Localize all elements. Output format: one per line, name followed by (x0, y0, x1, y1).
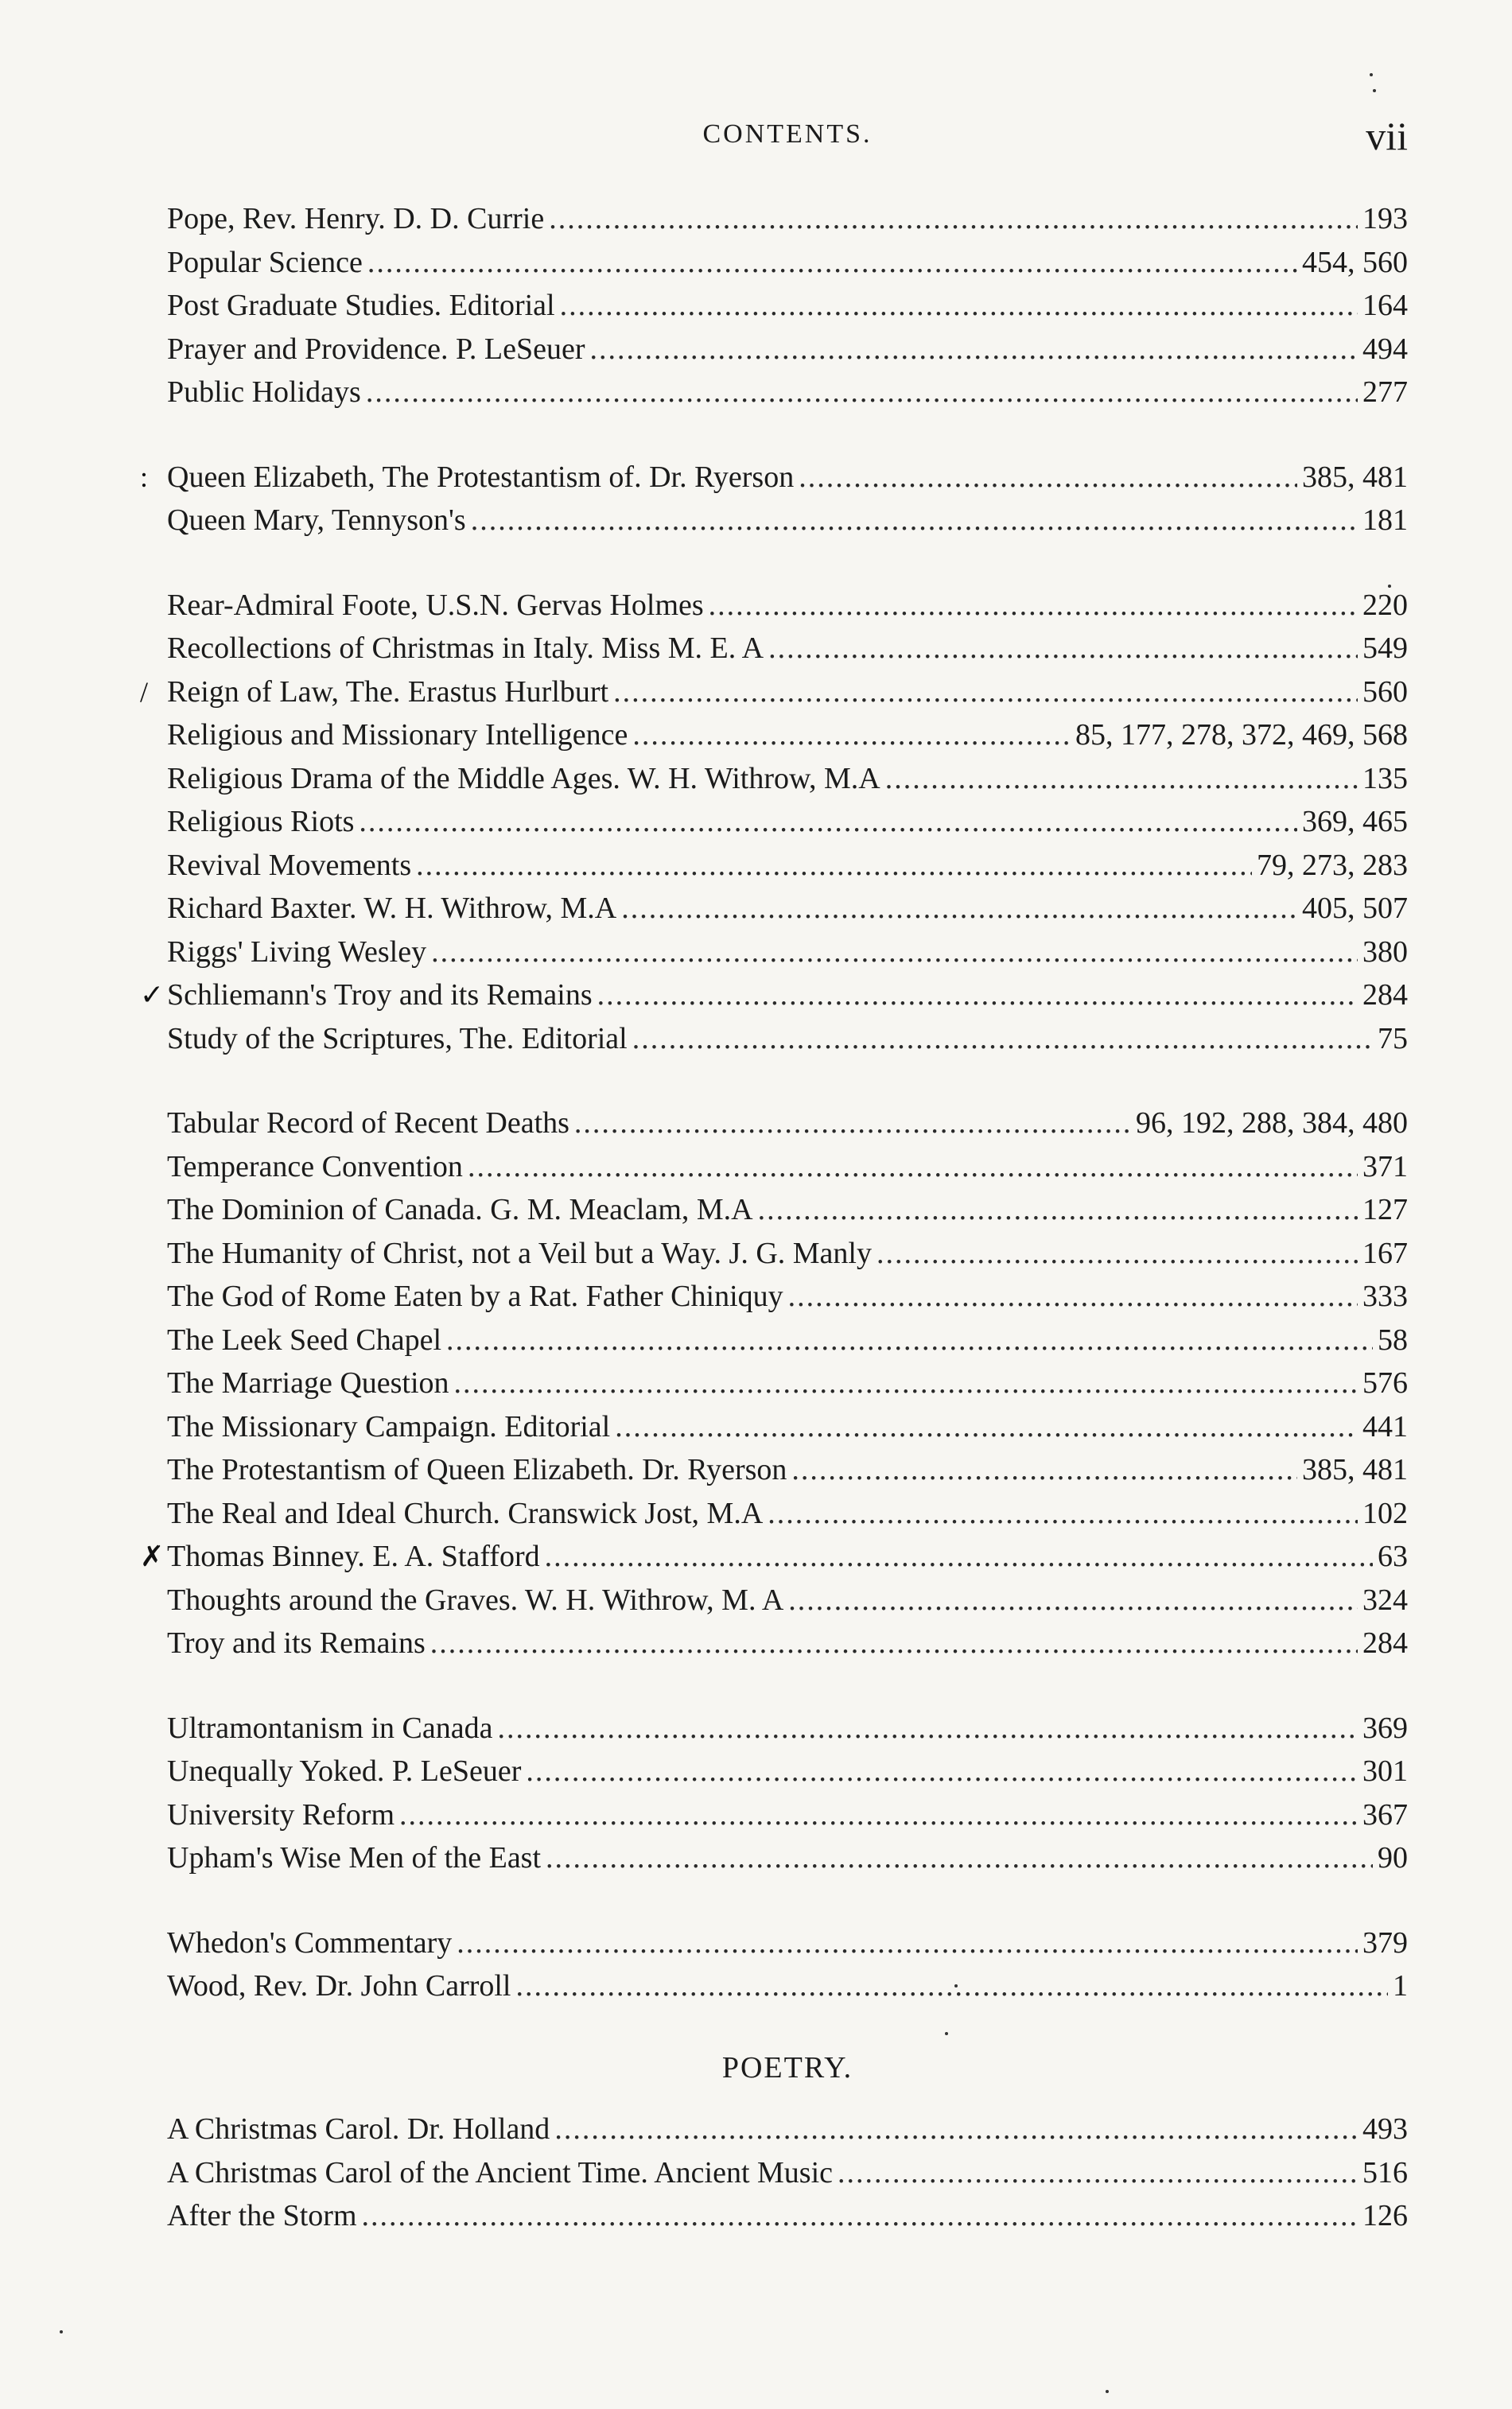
entry-title: Reign of Law, The. Erastus Hurlburt (167, 674, 609, 709)
letter-group (167, 1707, 1408, 1880)
letter-group (167, 197, 1408, 414)
toc-entry (167, 1145, 1408, 1189)
entry-title: The Humanity of Christ, not a Veil but a Way. J. G. Manly (167, 1236, 872, 1270)
entry-title: Queen Mary, Tennyson's (167, 503, 466, 537)
entry-title: Thomas Binney. E. A. Stafford (167, 1540, 540, 1573)
page-header (167, 114, 1408, 167)
toc-entry (140, 456, 1408, 499)
entry-title: Richard Baxter. W. H. Withrow, M.A (167, 892, 617, 925)
entry-title: Revival Movements (167, 848, 412, 882)
dot-leader (545, 1535, 1373, 1579)
toc-entry (167, 1232, 1408, 1276)
contents-list (140, 197, 1408, 2050)
entry-title: Upham's Wise Men of the East (167, 1841, 542, 1875)
dot-leader (615, 1405, 1358, 1449)
entry-page-numbers: 379 (1362, 1925, 1408, 1960)
entry-title: Recollections of Christmas in Italy. Miss M. E. A (167, 631, 764, 665)
dot-leader (560, 284, 1358, 328)
entry-title: The Marriage Question (167, 1366, 449, 1400)
entry-page-numbers: 75 (1378, 1021, 1408, 1055)
toc-entry (140, 973, 1408, 1017)
entry-page-numbers: 284 (1362, 978, 1408, 1012)
entry-title: The God of Rome Eaten by a Rat. Father Chiniquy (167, 1280, 783, 1313)
toc-entry (167, 887, 1408, 931)
dot-leader (632, 713, 1071, 757)
toc-entry (167, 1579, 1408, 1622)
entry-page-numbers: 181 (1362, 503, 1408, 537)
dot-leader (590, 328, 1358, 371)
dot-leader (838, 2151, 1358, 2195)
margin-mark: : (140, 460, 149, 493)
toc-entry (167, 371, 1408, 414)
dot-leader (549, 197, 1358, 241)
entry-title: Rear-Admiral Foote, U.S.N. Gervas Holmes (167, 588, 704, 622)
dot-leader (621, 887, 1297, 931)
toc-entry (167, 800, 1408, 844)
entry-page-numbers: 193 (1362, 202, 1408, 235)
entry-page-numbers: 385, 481 (1302, 1453, 1408, 1486)
entry-page-numbers: 560 (1362, 674, 1408, 709)
entry-title: A Christmas Carol of the Ancient Time. Ancient Music (167, 2155, 834, 2189)
dot-leader (454, 1362, 1358, 1405)
toc-entry (167, 1492, 1408, 1536)
toc-entry (167, 1405, 1408, 1449)
poetry-list (167, 2108, 1408, 2238)
margin-mark: ✗ (140, 1541, 165, 1572)
entry-title: After the Storm (167, 2199, 357, 2232)
entry-title: Temperance Convention (167, 1149, 463, 1183)
entry-page-numbers: 58 (1378, 1323, 1408, 1357)
entry-page-numbers: 367 (1362, 1797, 1408, 1832)
toc-entry (167, 1362, 1408, 1405)
entry-title: Popular Science (167, 245, 363, 279)
letter-group (140, 584, 1408, 1061)
dot-leader (497, 1707, 1358, 1750)
dot-leader (471, 499, 1358, 542)
entry-page-numbers: 85, 177, 278, 372, 469, 568 (1075, 718, 1408, 752)
entry-title: The Missionary Campaign. Editorial (167, 1409, 611, 1443)
entry-page-numbers: 135 (1362, 761, 1408, 795)
dot-leader (546, 1836, 1373, 1880)
entry-title: Religious Riots (167, 805, 355, 838)
toc-entry (167, 931, 1408, 974)
dot-leader (885, 757, 1358, 801)
toc-entry (167, 328, 1408, 371)
toc-entry (167, 1921, 1408, 1965)
toc-entry (167, 1964, 1408, 2008)
entry-page-numbers: 324 (1362, 1583, 1408, 1617)
entry-page-numbers: 333 (1362, 1280, 1408, 1313)
entry-title: University Reform (167, 1797, 395, 1832)
dot-leader (758, 1188, 1358, 1232)
entry-page-numbers: 277 (1362, 375, 1408, 409)
dot-leader (516, 1964, 1389, 2008)
entry-title: Wood, Rev. Dr. John Carroll (167, 1969, 511, 2003)
entry-page-numbers: 493 (1362, 2112, 1408, 2146)
dot-leader (359, 800, 1297, 844)
entry-title: The Real and Ideal Church. Cranswick Jost, M.A (167, 1496, 764, 1530)
entry-title: Religious Drama of the Middle Ages. W. H. Withrow, M.A (167, 761, 880, 795)
dot-leader (366, 371, 1358, 414)
scan-speck (1373, 89, 1376, 92)
margin-mark: / (140, 675, 149, 708)
dot-leader (768, 627, 1358, 670)
poetry-heading: POETRY. (721, 2051, 853, 2085)
running-title: CONTENTS. (702, 119, 873, 149)
letter-group (167, 1921, 1408, 2008)
scan-speck (60, 2330, 63, 2333)
entry-title: Pope, Rev. Henry. D. D. Currie (167, 202, 545, 235)
dot-leader (362, 2194, 1358, 2238)
dot-leader (613, 670, 1358, 714)
entry-title: The Protestantism of Queen Elizabeth. Dr. Ryerson (167, 1453, 787, 1486)
toc-entry (167, 1275, 1408, 1319)
dot-leader (399, 1793, 1358, 1837)
scan-speck (1388, 585, 1391, 588)
entry-title: Unequally Yoked. P. LeSeuer (167, 1754, 522, 1788)
dot-leader (788, 1579, 1358, 1622)
scan-speck (1106, 2390, 1109, 2393)
entry-page-numbers: 516 (1362, 2155, 1408, 2189)
letter-group (140, 456, 1408, 542)
dot-leader (876, 1232, 1358, 1276)
entry-page-numbers: 63 (1378, 1540, 1408, 1573)
entry-page-numbers: 126 (1362, 2199, 1408, 2232)
toc-entry (167, 241, 1408, 285)
dot-leader (554, 2108, 1358, 2151)
entry-page-numbers: 127 (1362, 1193, 1408, 1226)
dot-leader (768, 1492, 1358, 1536)
entry-page-numbers: 369 (1362, 1711, 1408, 1745)
dot-leader (526, 1750, 1358, 1793)
dot-leader (446, 1319, 1373, 1362)
toc-entry (167, 1102, 1408, 1145)
entry-title: Ultramontanism in Canada (167, 1711, 493, 1745)
entry-page-numbers: 405, 507 (1302, 892, 1408, 925)
dot-leader (788, 1275, 1358, 1319)
toc-entry (167, 713, 1408, 757)
toc-entry (167, 197, 1408, 241)
entry-title: Schliemann's Troy and its Remains (167, 978, 593, 1012)
dot-leader (709, 584, 1358, 628)
entry-page-numbers: 167 (1362, 1236, 1408, 1270)
entry-title: Post Graduate Studies. Editorial (167, 289, 555, 322)
entry-title: The Leek Seed Chapel (167, 1323, 442, 1357)
dot-leader (430, 1622, 1358, 1665)
toc-entry (167, 844, 1408, 888)
letter-group (140, 1102, 1408, 1665)
entry-title: Troy and its Remains (167, 1626, 426, 1660)
toc-entry (167, 1707, 1408, 1750)
dot-leader (632, 1017, 1373, 1061)
toc-entry (167, 2108, 1408, 2151)
dot-leader (791, 1448, 1297, 1492)
entry-page-numbers: 549 (1362, 631, 1408, 665)
dot-leader (597, 973, 1358, 1017)
entry-page-numbers: 164 (1362, 289, 1408, 322)
toc-entry (167, 1188, 1408, 1232)
toc-entry (167, 1622, 1408, 1665)
toc-entry (167, 1017, 1408, 1061)
toc-entry (167, 1319, 1408, 1362)
scan-speck (945, 2032, 948, 2035)
margin-mark: ✓ (140, 979, 165, 1011)
toc-entry (167, 1836, 1408, 1880)
entry-title: Whedon's Commentary (167, 1925, 453, 1960)
dot-leader (799, 456, 1297, 499)
entry-title: Prayer and Providence. P. LeSeuer (167, 332, 585, 366)
toc-entry (167, 627, 1408, 670)
toc-entry (167, 499, 1408, 542)
entry-page-numbers: 576 (1362, 1366, 1408, 1400)
dot-leader (457, 1921, 1358, 1965)
entry-title: A Christmas Carol. Dr. Holland (167, 2112, 550, 2146)
entry-page-numbers: 79, 273, 283 (1257, 848, 1408, 882)
entry-title: Study of the Scriptures, The. Editorial (167, 1021, 628, 1055)
entry-page-numbers: 371 (1362, 1149, 1408, 1183)
scan-speck (1370, 73, 1373, 76)
entry-page-numbers: 301 (1362, 1754, 1408, 1788)
page-number: vii (1366, 114, 1408, 158)
entry-page-numbers: 454, 560 (1302, 245, 1408, 279)
entry-title: Religious and Missionary Intelligence (167, 718, 628, 752)
entry-page-numbers: 96, 192, 288, 384, 480 (1136, 1106, 1408, 1140)
toc-entry (140, 1535, 1408, 1579)
scan-speck (954, 1984, 958, 1987)
dot-leader (574, 1102, 1131, 1145)
entry-page-numbers: 380 (1362, 934, 1408, 969)
entry-page-numbers: 494 (1362, 332, 1408, 366)
toc-entry (167, 1448, 1408, 1492)
entry-page-numbers: 102 (1362, 1496, 1408, 1530)
entry-page-numbers: 1 (1393, 1969, 1408, 2003)
entry-page-numbers: 441 (1362, 1409, 1408, 1443)
toc-entry (167, 2151, 1408, 2195)
toc-entry (167, 284, 1408, 328)
toc-entry (167, 1793, 1408, 1837)
entry-title: The Dominion of Canada. G. M. Meaclam, M.A (167, 1193, 753, 1226)
entry-title: Thoughts around the Graves. W. H. Withrow, M. A (167, 1583, 784, 1617)
dot-leader (431, 931, 1358, 974)
toc-entry (167, 584, 1408, 628)
dot-leader (468, 1145, 1358, 1189)
entry-page-numbers: 369, 465 (1302, 805, 1408, 838)
entry-page-numbers: 385, 481 (1302, 460, 1408, 494)
dot-leader (416, 844, 1252, 888)
entry-page-numbers: 220 (1362, 588, 1408, 622)
toc-entry (167, 2194, 1408, 2238)
toc-entry (140, 670, 1408, 714)
toc-entry (167, 757, 1408, 801)
entry-page-numbers: 90 (1378, 1841, 1408, 1875)
entry-page-numbers: 284 (1362, 1626, 1408, 1660)
entry-title: Queen Elizabeth, The Protestantism of. Dr. Ryerson (167, 460, 795, 494)
entry-title: Riggs' Living Wesley (167, 934, 427, 969)
entry-title: Tabular Record of Recent Deaths (167, 1106, 569, 1140)
dot-leader (367, 241, 1297, 285)
toc-entry (167, 1750, 1408, 1793)
entry-title: Public Holidays (167, 375, 361, 409)
